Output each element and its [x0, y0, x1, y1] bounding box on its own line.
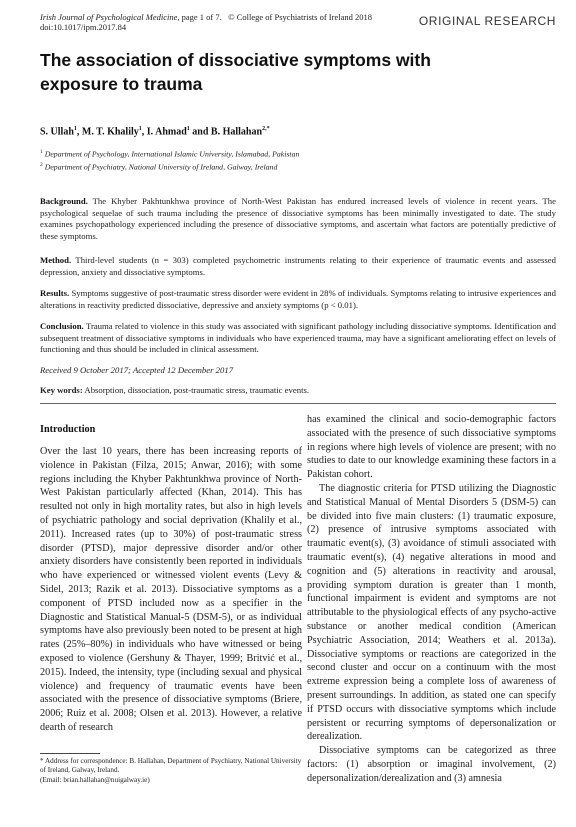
correspondence-footnote — [40, 757, 302, 785]
abstract-background — [40, 196, 556, 242]
body-column-left — [40, 445, 302, 735]
page-info: , page 1 of 7. — [177, 12, 222, 22]
author-list: S. Ullah$^1$, M. T. Khalily$^1$, I. Ahmad$^1$ and B. Hallahan$^{2,*}$ — [40, 126, 270, 138]
author-sup: 1 — [138, 126, 142, 132]
body-paragraph: Over the last 10 years, there has been increasing reports of violence in Pakistan (Filza, 2015; Anwar, 2016); with some regions including the Khyber Pakhtunkhwa province of North-West Pakistan particularly affected (Khan, 2014). This has resulted not only in high mortality rates, but also in high levels of psychiatric pathology and social deprivation (Khalily et al., 2011). Increased rates (up to 30%) of post-traumatic stress disorder (PTSD), major depressive disorder and/or other anxiety disorders have consistently been reported in individuals who have experienced or witnessed violent events (Levy & Sidel, 2013; Razik et al. 2013). Dissociative symptoms as a component of PTSD included now as a specifier in the Diagnostic and Statistical Manual-5 (DSM-5), or as individual symptoms have also previously been noted to be present at high rates (25%–80%) in individuals who have witnessed or being exposed to violence (Gershuny & Thayer, 1999; Britvić et al., 2015). Indeed, the intensity, type (including sexual and physical violence) and frequency of traumatic events have been associated with the presence of dissociative symptoms (Briere, 2006; Ruiz et al. 2008; Olsen et al. 2013). However, a relative dearth of research — [40, 446, 302, 733]
body-paragraph: has examined the clinical and socio-demographic factors associated with the presence of such dissociative symptoms in regions where high levels of violence are present; with no studies to date to our knowledge examining these factors in a Pakistan cohort. — [307, 414, 556, 481]
footnote-address: * Address for correspondence: B. Hallahan, Department of Psychiatry, National University of Ireland, Galway, Ireland. — [40, 757, 302, 775]
abstract-text: Symptoms suggestive of post-traumatic stress disorder were evident in 28% of individuals. Symptoms relating to intrusive experiences and alterations in reactivity predicted dissociative, depressive and anxiety symptoms (p < 0.01). — [40, 288, 556, 310]
journal-name: Irish Journal of Psychological Medicine — [40, 12, 178, 22]
affiliation — [40, 162, 277, 172]
journal-header — [40, 12, 372, 32]
abstract-label: Background. — [40, 196, 88, 206]
keywords — [40, 385, 309, 395]
body-paragraph: The diagnostic criteria for PTSD utilizing the Diagnostic and Statistical Manual of Mental Disorders 5 (DSM-5) can be divided into five main clusters: (1) traumatic exposure, (2) presence of intrusive symptoms associated with traumatic event(s), (3) avoidance of stimuli associated with traumatic event(s), (4) negative alterations in mood and cognition and (5) alterations in reactivity and arousal, providing symptom duration is greater than 1 month, functional impairment is evident and symptoms are not attributable to the physiological effects of any psycho-active substance or another medical condition (American Psychiatric Association, 2014; Weathers et al. 2013a). Dissociative symptoms or reactions are categorized in the second cluster and occur on a continuum with the most extreme expression being a complete loss of awareness of present surroundings. In addition, as stated one can specify if PTSD occurs with dissociative symptoms which include persistent or recurring symptoms of depersonalization or derealization. — [307, 482, 556, 743]
keywords-label: Key words: — [40, 385, 83, 395]
divider — [40, 403, 556, 404]
author-sup: 2,* — [262, 126, 270, 132]
affiliation-num: 1 — [40, 149, 43, 155]
abstract-text: The Khyber Pakhtunkhwa province of North-West Pakistan has endured increased levels of violence in recent years. The psychological sequelae of such trauma including the presence of dissociative symptoms has been minimally investigated to date. The study examines psychopathology experienced including the presence of dissociative symptoms, and ascertain what factors are potentially predictive of these symptoms. — [40, 196, 557, 241]
keywords-text: Absorption, dissociation, post-traumatic stress, traumatic events. — [84, 385, 310, 395]
abstract-text: Trauma related to violence in this study was associated with significant pathology including dissociative symptoms. Identification and subsequent treatment of dissociative symptoms in individuals who have experienced trauma, may have a significant ameliorating effect on levels of functioning and thus should be included in clinical assessment. — [40, 321, 556, 355]
author-sup: 1 — [186, 126, 190, 132]
author: S. Ullah — [40, 126, 74, 138]
footnote-rule — [40, 753, 100, 754]
copyright: © College of Psychiatrists of Ireland 2018 — [228, 12, 373, 22]
affiliation — [40, 149, 299, 159]
affiliation-num: 2 — [40, 162, 43, 168]
author: B. Hallahan — [210, 126, 263, 138]
affiliation-text: Department of Psychiatry, National University of Ireland, Galway, Ireland — [44, 162, 278, 172]
section-heading: Introduction — [40, 424, 96, 435]
abstract-label: Method. — [40, 255, 72, 265]
body-column-right — [307, 413, 556, 786]
author-conjunction: and — [192, 126, 209, 138]
section-label: ORIGINAL RESEARCH — [418, 14, 556, 28]
abstract-label: Conclusion. — [40, 321, 84, 331]
doi: doi:10.1017/ipm.2017.84 — [40, 22, 127, 32]
footnote-email: (Email: brian.hallahan@nuigalway.ie) — [40, 775, 150, 784]
abstract-results — [40, 288, 556, 311]
abstract-label: Results. — [40, 288, 70, 298]
abstract-method — [40, 255, 556, 278]
author: M. T. Khalily — [81, 126, 139, 138]
abstract-text: Third-level students (n = 303) completed psychometric instruments relating to their experience of traumatic events and assessed depression, anxiety and dissociative symptoms. — [40, 255, 556, 277]
body-paragraph: Dissociative symptoms can be categorized as three factors: (1) absorption or imaginal involvement, (2) depersonalization/derealization and (3) amnesia — [307, 745, 556, 784]
affiliation-text: Department of Psychology, International Islamic University, Islamabad, Pakistan — [44, 149, 300, 159]
abstract-conclusion — [40, 321, 556, 356]
author-sup: 1 — [73, 126, 77, 132]
received-dates: Received 9 October 2017; Accepted 12 December 2017 — [40, 365, 234, 375]
author: I. Ahmad — [146, 126, 187, 138]
article-title: The association of dissociative symptoms with exposure to trauma — [40, 50, 431, 94]
